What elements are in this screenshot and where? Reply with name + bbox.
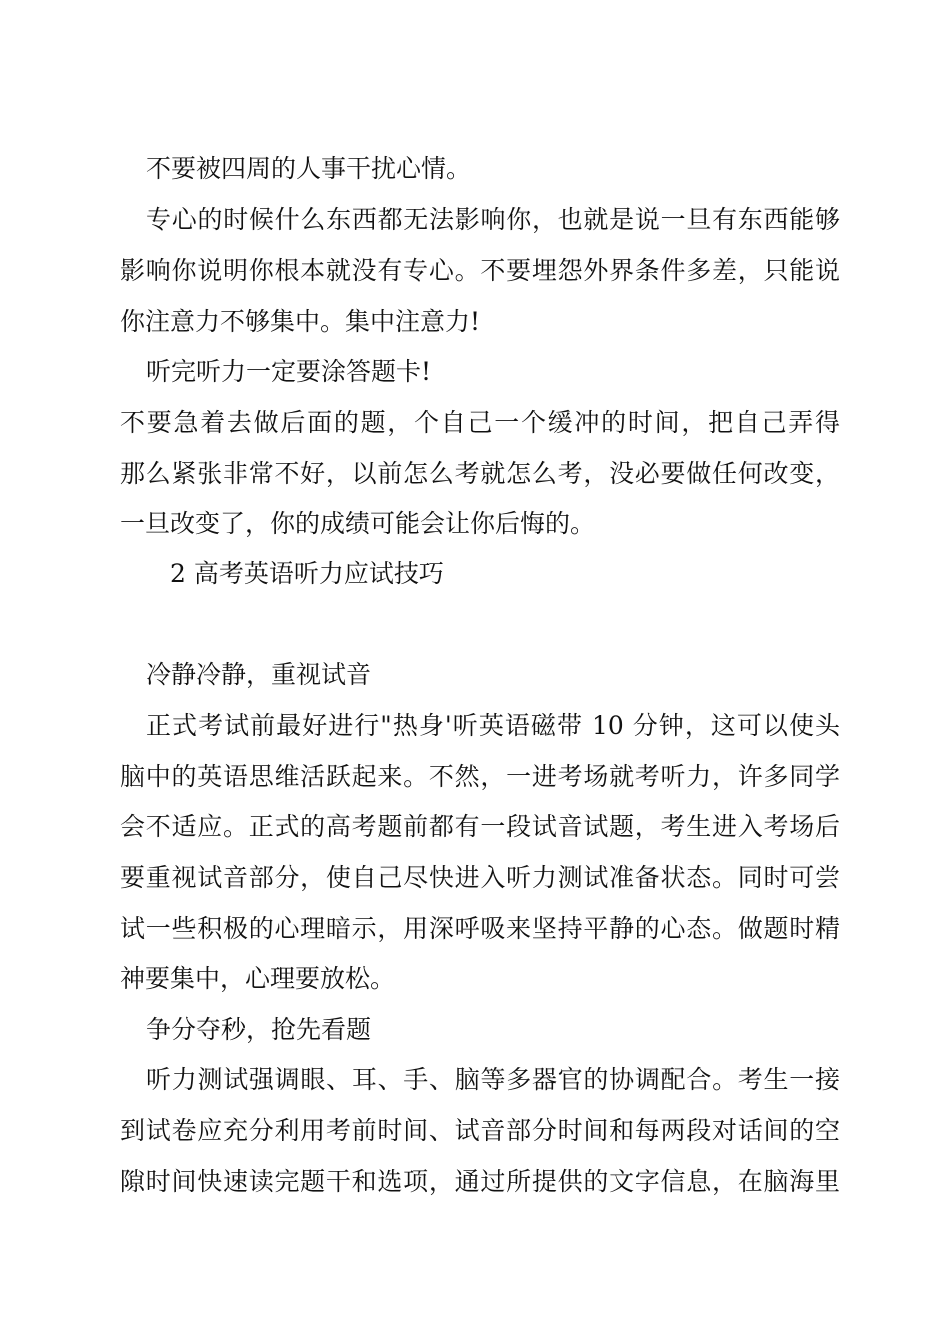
paragraph-line: 那么紧张非常不好，以前怎么考就怎么考，没必要做任何改变， [120, 459, 840, 488]
paragraph-line: 正式考试前最好进行"热身'听英语磁带 10 分钟，这可以使头 [146, 711, 840, 740]
paragraph-line: 听力测试强调眼、耳、手、脑等多器官的协调配合。考生一接 [146, 1065, 840, 1094]
paragraph-line: 到试卷应充分利用考前时间、试音部分时间和每两段对话间的空 [120, 1116, 840, 1145]
paragraph-line: 专心的时候什么东西都无法影响你，也就是说一旦有东西能够 [146, 205, 840, 234]
paragraph-line: 不要被四周的人事干扰心情。 [146, 154, 472, 183]
paragraph-line: 试一些积极的心理暗示，用深呼吸来坚持平静的心态。做题时精 [120, 914, 840, 943]
paragraph-line: 要重视试音部分，使自己尽快进入听力测试准备状态。同时可尝 [120, 863, 840, 892]
paragraph-line: 你注意力不够集中。集中注意力! [120, 307, 481, 336]
paragraph-line: 神要集中，心理要放松。 [120, 964, 396, 993]
section-heading: 2 高考英语听力应试技巧 [170, 559, 444, 588]
paragraph-line: 一旦改变了，你的成绩可能会让你后悔的。 [120, 509, 596, 538]
paragraph-line: 不要急着去做后面的题，个自己一个缓冲的时间，把自己弄得 [120, 408, 840, 437]
subheading: 冷静冷静，重视试音 [146, 660, 372, 689]
paragraph-line: 脑中的英语思维活跃起来。不然，一进考场就考听力，许多同学 [120, 762, 840, 791]
paragraph-line: 会不适应。正式的高考题前都有一段试音试题，考生进入考场后 [120, 812, 840, 841]
subheading: 争分夺秒，抢先看题 [146, 1015, 372, 1044]
paragraph-line: 隙时间快速读完题干和选项，通过所提供的文字信息，在脑海里 [120, 1167, 840, 1196]
paragraph-line: 影响你说明你根本就没有专心。不要埋怨外界条件多差，只能说 [120, 256, 840, 285]
paragraph-line: 听完听力一定要涂答题卡! [146, 357, 432, 386]
